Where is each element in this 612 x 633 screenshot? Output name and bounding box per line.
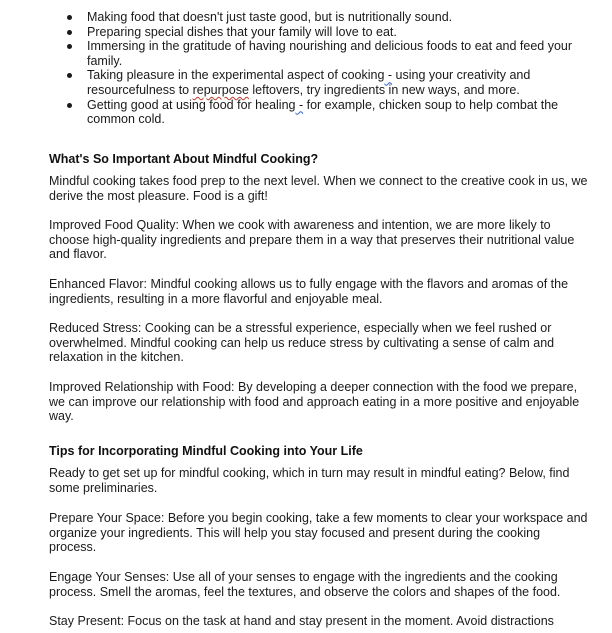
paragraph: Stay Present: Focus on the task at hand and stay present in the moment. Avoid distractions [49, 614, 554, 628]
section-heading: Tips for Incorporating Mindful Cooking into Your Life [49, 444, 363, 458]
bullet-item [87, 10, 587, 25]
paragraph: Reduced Stress: Cooking can be a stressful experience, especially when we feel rushed or overwhelmed. Mindful cooking can help us reduce stress by cultivating a sense of calm and relaxation in the kitchen. [49, 321, 555, 365]
grammar-flag[interactable]: - [384, 68, 393, 83]
bullet-text: using your creativity and resourcefulness to [87, 68, 531, 97]
grammar-flag[interactable]: - [295, 97, 304, 112]
bullet-text: Preparing special dishes that your family will love to eat. [87, 24, 397, 39]
bullet-text: Immersing in the gratitude of having nourishing and delicious foods to eat and feed your family. [87, 39, 573, 68]
benefits-bullet-list [87, 10, 587, 127]
spelling-flag[interactable]: repurpose [192, 82, 249, 97]
paragraph: Mindful cooking takes food prep to the next level. When we connect to the creative cook in us, we derive the most pleasure. Food is a gift! [49, 174, 588, 203]
paragraph: Prepare Your Space: Before you begin cooking, take a few moments to clear your workspace and organize your ingredients. This will help you stay focused and present during the cooking process. [49, 511, 588, 555]
bullet-item [87, 39, 587, 68]
bullet-text: Getting good at using food for healing [87, 97, 296, 112]
section-heading: What's So Important About Mindful Cooking? [49, 152, 319, 166]
bullet-text: Taking pleasure in the experimental aspect of cooking [87, 68, 385, 83]
bullet-item [87, 25, 587, 40]
bullet-item [87, 98, 587, 127]
bullet-item [87, 68, 587, 97]
paragraph: Ready to get set up for mindful cooking, which in turn may result in mindful eating? Below, find some preliminaries. [49, 466, 570, 495]
bullet-text: leftovers, try ingredients in new ways, and more. [248, 82, 520, 97]
paragraph: Engage Your Senses: Use all of your senses to engage with the ingredients and the cooking process. Smell the aromas, feel the textures, and observe the colors and shapes of the food. [49, 570, 561, 599]
bullet-text: for example, chicken soup to help combat the common cold. [87, 97, 559, 127]
paragraph: Enhanced Flavor: Mindful cooking allows us to fully engage with the flavors and aromas of the ingredients, resulting in a more flavorful and enjoyable meal. [49, 277, 569, 306]
paragraph: Improved Food Quality: When we cook with awareness and intention, we are more likely to choose high-quality ingredients and prepare them in a way that preserves their nutritional value and flavor. [49, 218, 575, 262]
bullet-text: Making food that doesn't just taste good, but is nutritionally sound. [87, 10, 453, 24]
paragraph: Improved Relationship with Food: By developing a deeper connection with the food we prepare, we can improve our relationship with food and approach eating in a more positive and enjoyable way. [49, 380, 580, 424]
